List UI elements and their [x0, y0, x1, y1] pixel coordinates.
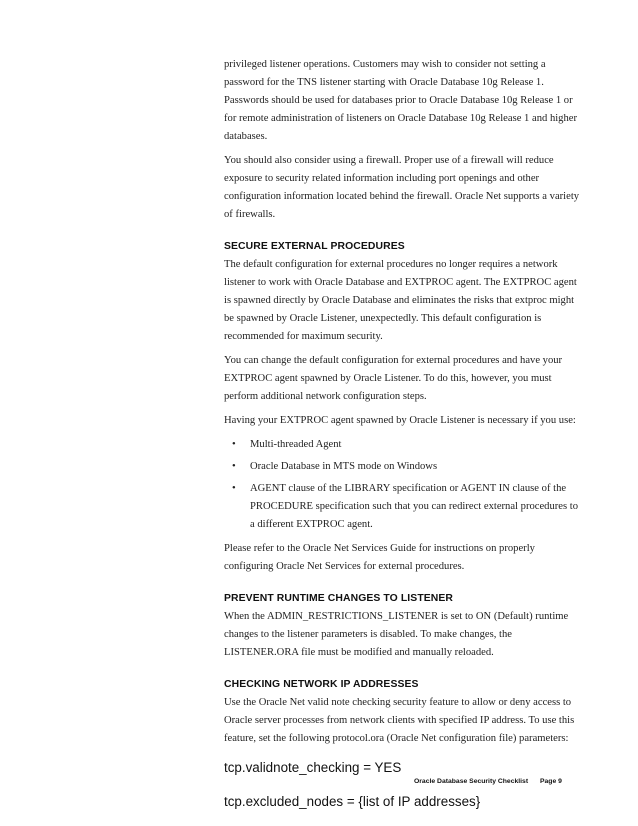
footer-page-number: Page 9: [539, 778, 562, 785]
page-footer: [414, 778, 562, 785]
paragraph-admin-restrictions: When the ADMIN_RESTRICTIONS_LISTENER is set to ON (Default) runtime changes to the listener parameters is disabled. To make changes, the LISTENER.ORA file must be modified and manually reloaded.: [224, 611, 569, 658]
paragraph-net-services-guide: Please refer to the Oracle Net Services Guide for instructions on properly configuring Oracle Net Services for external procedures.: [224, 543, 535, 572]
list-item-text: AGENT clause of the LIBRARY specification or AGENT IN clause of the PROCEDURE specification such that you can redirect external procedures to a different EXTPROC agent.: [250, 483, 579, 530]
config-line-excluded-nodes: tcp.excluded_nodes = {list of IP addresses}: [224, 794, 481, 809]
page-body: [224, 56, 582, 812]
bullet-icon: •: [232, 483, 236, 494]
paragraph-valid-node-checking: Use the Oracle Net valid note checking security feature to allow or deny access to Oracle server processes from network clients with specified IP address. To use this feature, set the following protocol.ora (Oracle Net configuration file) parameters:: [224, 697, 575, 744]
bullet-icon: •: [232, 461, 236, 472]
heading-checking-network-ip: CHECKING NETWORK IP ADDRESSES: [224, 679, 419, 690]
heading-prevent-runtime-changes: PREVENT RUNTIME CHANGES TO LISTENER: [224, 593, 454, 604]
list-item: [224, 436, 582, 454]
list-item-text: Multi-threaded Agent: [250, 439, 342, 450]
bullet-list: [224, 436, 582, 534]
list-item-text: Oracle Database in MTS mode on Windows: [250, 461, 438, 472]
list-item: [224, 458, 582, 476]
paragraph-extproc-necessary: Having your EXTPROC agent spawned by Oracle Listener is necessary if you use:: [224, 415, 576, 426]
heading-secure-external-procedures: SECURE EXTERNAL PROCEDURES: [224, 241, 405, 252]
bullet-icon: •: [232, 439, 236, 450]
config-line-validnote-checking: tcp.validnote_checking = YES: [224, 760, 402, 775]
paragraph-firewall: You should also consider using a firewall. Proper use of a firewall will reduce exposure to security related information including port openings and other configuration information located behind the firewall. Oracle Net supports a variety of firewalls.: [224, 155, 580, 220]
list-item: [224, 480, 582, 534]
paragraph-listener-password: privileged listener operations. Customers may wish to consider not setting a password for the TNS listener starting with Oracle Database 10g Release 1. Passwords should be used for databases prior to Oracle Database 10g Release 1 or for remote administration of listeners on Oracle Database 10g Release 1 and higher databases.: [224, 59, 578, 142]
paragraph-extproc-change: You can change the default configuration for external procedures and have your EXTPROC agent spawned by Oracle Listener. To do this, however, you must perform additional network configuration steps.: [224, 355, 563, 402]
paragraph-extproc-default: The default configuration for external procedures no longer requires a network listener to work with Oracle Database and EXTPROC agent. The EXTPROC agent is spawned directly by Oracle Database and eliminates the risks that extproc might be spawned by Oracle Listener, unexpectedly. This default configuration is recommended for maximum security.: [224, 259, 577, 342]
footer-document-title: Oracle Database Security Checklist: [414, 778, 529, 785]
